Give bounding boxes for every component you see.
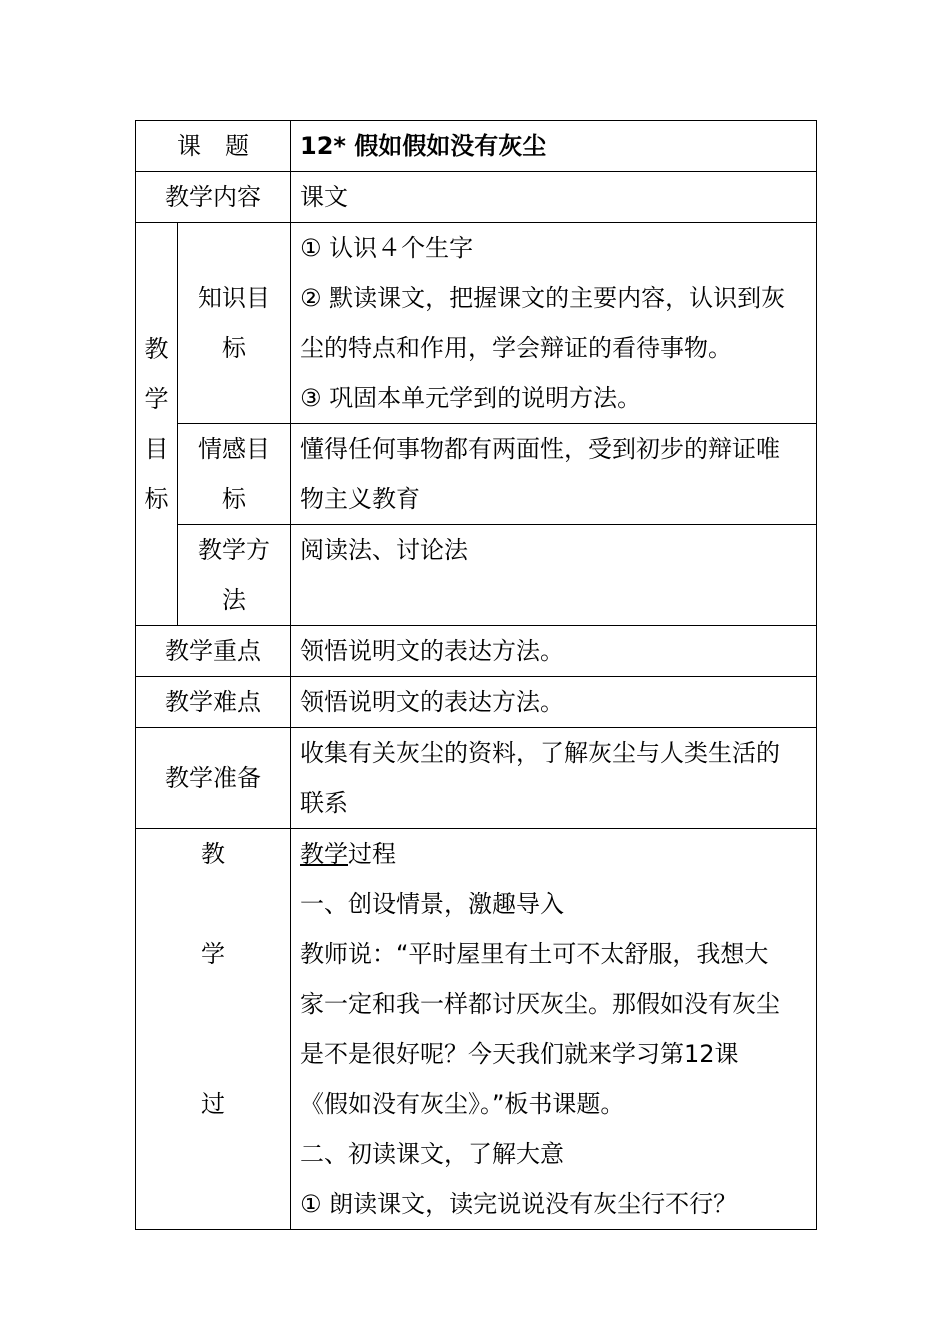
lesson-title-text: 12* 假如假如没有灰尘 [300,132,547,160]
preparation-line: 联系 [300,789,348,817]
objectives-group-label [136,223,178,626]
process-content [291,829,817,1230]
knowledge-label-line2: 标 [222,334,246,362]
emotion-objective-label [178,424,291,525]
key-point-value: 领悟说明文的表达方法。 [291,626,817,677]
objectives-group-char: 标 [144,485,169,513]
content-row [136,172,817,223]
method-label [178,525,291,626]
method-content [291,525,817,626]
process-label-char: 学 [201,940,225,968]
process-line: 一、创设情景，激趣导入 [300,890,564,918]
preparation-label: 教学准备 [136,728,291,829]
content-value: 课文 [291,172,817,223]
process-label [136,829,291,1230]
lesson-plan-table [135,120,817,1230]
process-label-char: 过 [201,1090,225,1118]
process-line: 《假如没有灰尘》。”板书课题。 [300,1090,625,1118]
emotion-line: 物主义教育 [300,485,420,513]
process-label-char: 教 [201,840,225,868]
key-point-label: 教学重点 [136,626,291,677]
method-label-line1: 教学方 [198,536,270,564]
knowledge-item: 尘的特点和作用，学会辩证的看待事物。 [300,334,732,362]
title-row [136,121,817,172]
method-row [136,525,817,626]
emotion-line: 懂得任何事物都有两面性，受到初步的辩证唯 [300,435,780,463]
emotion-objective-row [136,424,817,525]
knowledge-item: ③ 巩固本单元学到的说明方法。 [300,384,642,412]
preparation-content [291,728,817,829]
title-label: 课 题 [136,121,291,172]
process-line: 教师说：“平时屋里有土可不太舒服，我想大 [300,940,769,968]
objectives-group-char: 学 [144,385,169,413]
difficulty-label: 教学难点 [136,677,291,728]
process-heading-underlined: 教学 [300,840,348,868]
method-value: 阅读法、讨论法 [300,536,468,564]
process-line: 二、初读课文，了解大意 [300,1140,564,1168]
knowledge-objective-row [136,223,817,424]
emotion-label-line1: 情感目 [198,435,270,463]
process-heading [300,829,812,879]
process-line: 家一定和我一样都讨厌灰尘。那假如没有灰尘 [300,990,780,1018]
objectives-group-char: 教 [144,335,169,363]
process-line: ① 朗读课文，读完说说没有灰尘行不行？ [300,1190,738,1218]
knowledge-label-line1: 知识目 [198,284,270,312]
difficulty-value: 领悟说明文的表达方法。 [291,677,817,728]
process-heading-rest: 过程 [348,840,396,868]
emotion-objective-content [291,424,817,525]
preparation-line: 收集有关灰尘的资料，了解灰尘与人类生活的 [300,739,780,767]
difficulty-row [136,677,817,728]
lesson-title [291,121,817,172]
content-label: 教学内容 [136,172,291,223]
preparation-row [136,728,817,829]
knowledge-objective-label [178,223,291,424]
knowledge-item: ② 默读课文，把握课文的主要内容，认识到灰 [300,284,786,312]
key-point-row [136,626,817,677]
process-row [136,829,817,1230]
process-line: 是不是很好呢？今天我们就来学习第12课 [300,1040,739,1068]
emotion-label-line2: 标 [222,485,246,513]
knowledge-item: ① 认识４个生字 [300,234,474,262]
method-label-line2: 法 [222,586,246,614]
objectives-group-char: 目 [144,435,169,463]
knowledge-objective-content [291,223,817,424]
